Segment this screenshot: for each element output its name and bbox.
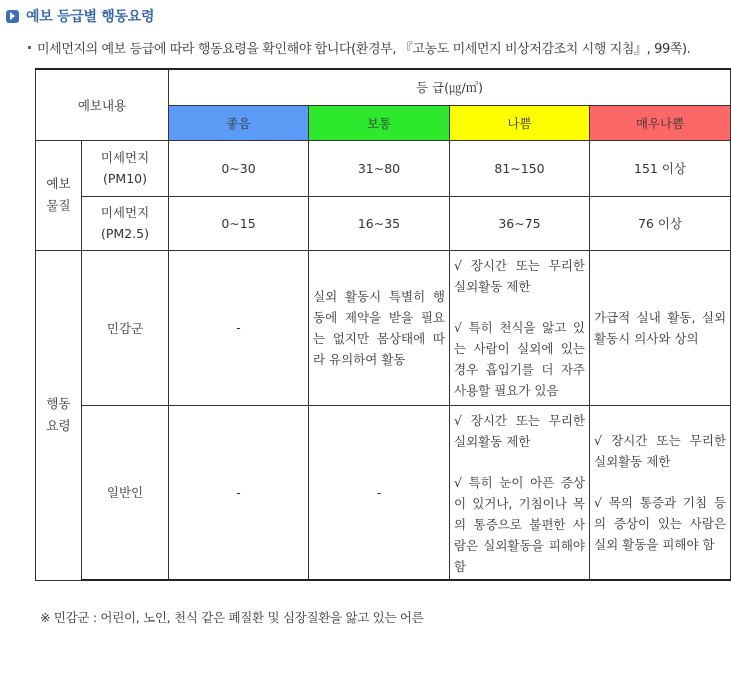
general-bad-action [450,405,590,580]
sensitive-group-footnote: ※ 민감군 : 어린이, 노인, 천식 같은 폐질환 및 심장질환을 앓고 있는 어른 [40,610,424,625]
pm10-label-line1: 미세먼지 [100,150,150,165]
sensitive-bad-action [450,250,590,405]
header-grade-unit: 등 급(㎍/㎥) [169,69,731,105]
pm25-label [82,196,169,250]
forecast-grade-table [35,68,731,581]
action-guide-label-line1: 행동 [46,396,71,411]
sensitive-bad-tip-2: √ 특히 천식을 앓고 있는 사람이 실외에 있는 경우 흡입기를 더 자주 사용할 필요가 있음 [454,319,585,398]
pm25-label-line1: 미세먼지 [100,205,150,220]
general-public-label: 일반인 [82,405,169,580]
pm25-verybad-value: 76 이상 [590,196,731,250]
pm10-bad-value: 81∼150 [450,140,590,196]
sensitive-group-label: 민감군 [82,250,169,405]
pm10-verybad-value: 151 이상 [590,140,731,196]
forecast-substance-label-line1: 예보 [46,176,71,191]
grade-normal: 보통 [309,105,450,140]
pm10-label-line2: (PM10) [103,171,147,186]
general-verybad-tip-1: √ 장시간 또는 무리한 실외활동 제한 [594,432,727,469]
forecast-substance-label-line2: 물질 [46,198,71,213]
forecast-substance-label [36,140,82,250]
action-guide-label [36,250,82,580]
pm25-good-value: 0∼15 [169,196,309,250]
general-normal-action: - [309,405,450,580]
sensitive-verybad-action: 가급적 실내 활동, 실외 활동시 의사와 상의 [590,250,731,405]
pm10-normal-value: 31∼80 [309,140,450,196]
header-forecast-content: 예보내용 [36,69,169,140]
pm25-label-line2: (PM2.5) [101,226,149,241]
pm10-label [82,140,169,196]
pm25-normal-value: 16∼35 [309,196,450,250]
grade-bad: 나쁨 [450,105,590,140]
general-good-action: - [169,405,309,580]
tip-spacer [594,472,726,492]
tip-spacer [454,297,585,317]
sensitive-good-action: - [169,250,309,405]
tip-spacer [454,452,585,472]
sensitive-bad-tip-1: √ 장시간 또는 무리한 실외활동 제한 [454,257,585,294]
intro-paragraph [28,38,690,57]
general-bad-tip-1: √ 장시간 또는 무리한 실외활동 제한 [454,412,585,449]
section-heading [6,6,154,26]
intro-text: 미세먼지의 예보 등급에 따라 행동요령을 확인해야 합니다(환경부, 『고농도 미세먼지 비상저감조치 시행 지침』, 99쪽). [37,42,691,57]
general-verybad-action [590,405,731,580]
bullet-icon [28,46,31,49]
pm10-good-value: 0∼30 [169,140,309,196]
general-verybad-tip-2: √ 목의 통증과 기침 등의 증상이 있는 사람은 실외 활동을 피해야 함 [594,494,727,552]
section-title: 예보 등급별 행동요령 [26,9,155,25]
sensitive-normal-action: 실외 활동시 특별히 행동에 제약을 받을 필요는 없지만 몸상태에 따라 유의하여 활동 [309,250,450,405]
grade-good: 좋음 [169,105,309,140]
arrow-right-icon [6,10,19,23]
pm25-bad-value: 36∼75 [450,196,590,250]
grade-very-bad: 매우나쁨 [590,105,731,140]
general-bad-tip-2: √ 특히 눈이 아픈 증상이 있거나, 기침이나 목의 통증으로 불편한 사람은 실외활동을 피해야 함 [454,474,585,574]
action-guide-label-line2: 요령 [46,418,71,433]
